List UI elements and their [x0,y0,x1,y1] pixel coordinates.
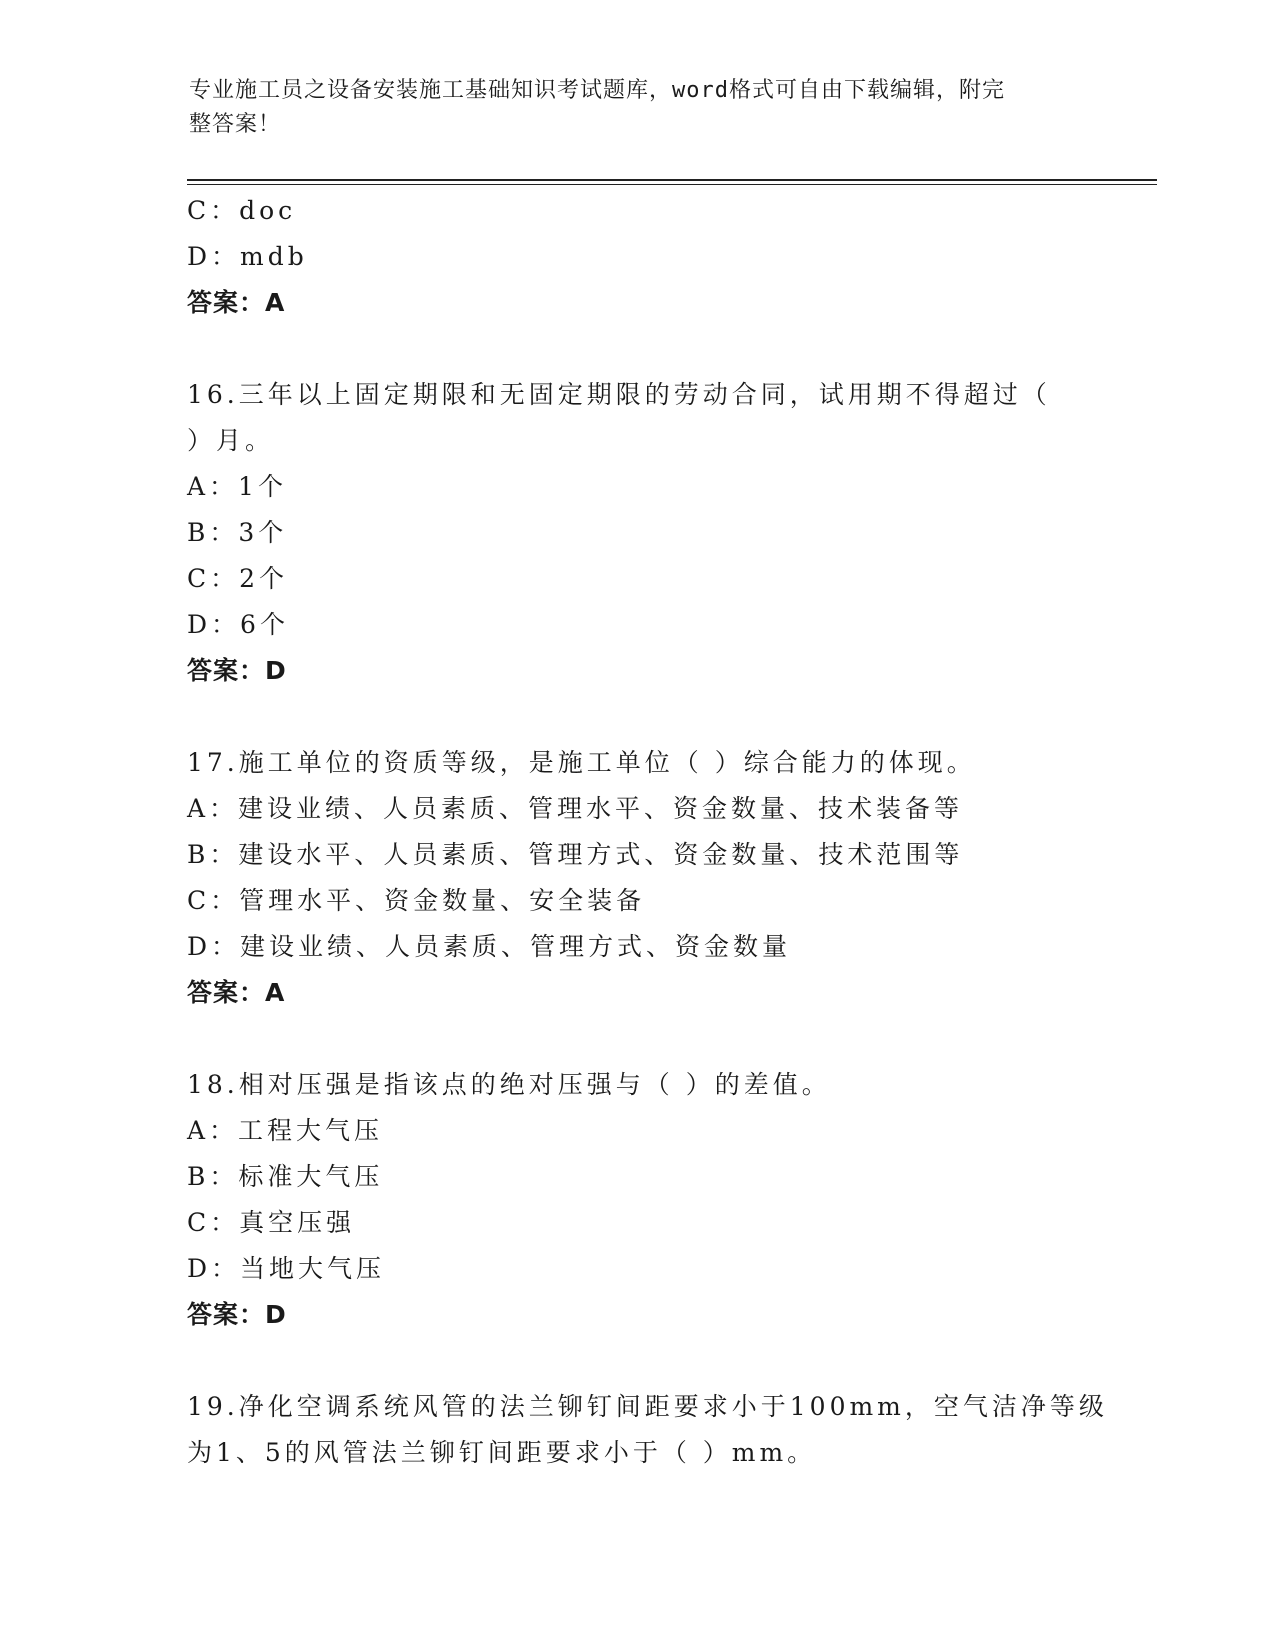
q17-stem: 17.施工单位的资质等级，是施工单位（ ）综合能力的体现。 [187,748,976,777]
q17-option-a: A：建设业绩、人员素质、管理水平、资金数量、技术装备等 [187,794,964,823]
spacer [187,694,1087,740]
question-list [187,188,1108,1476]
q15-option-c: C：doc [187,196,297,225]
q16-option-b: B：3个 [187,518,288,547]
q16-stem-line1: 16.三年以上固定期限和无固定期限的劳动合同，试用期不得超过（ [187,380,1051,409]
header-title-line1: 专业施工员之设备安装施工基础知识考试题库，word格式可自由下载编辑，附完 [189,78,1005,103]
q15-option-d: D：mdb [187,242,308,271]
header-divider-thick [187,179,1157,181]
question-19 [187,1384,1108,1476]
q18-option-d: D：当地大气压 [187,1254,386,1283]
q18-option-a: A：工程大气压 [187,1116,384,1145]
q19-stem-line2: 为1、5的风管法兰铆钉间距要求小于（ ）mm。 [187,1438,817,1467]
q17-option-b: B：建设水平、人员素质、管理方式、资金数量、技术范围等 [187,840,964,869]
q18-stem: 18.相对压强是指该点的绝对压强与（ ）的差值。 [187,1070,831,1099]
q16-answer: 答案：D [187,656,287,685]
q16-option-a: A：1个 [187,472,287,501]
document-header [189,74,1069,142]
q17-option-d: D：建设业绩、人员素质、管理方式、资金数量 [187,932,792,961]
q16-stem-line2: ）月。 [187,426,275,455]
question-18 [187,1062,1087,1338]
q16-option-c: C：2个 [187,564,289,593]
spacer [187,1338,1087,1384]
header-divider-thin [187,184,1157,185]
q16-option-d: D：6个 [187,610,289,639]
q18-option-c: C：真空压强 [187,1208,356,1237]
spacer [187,326,1087,372]
q19-stem-line1: 19.净化空调系统风管的法兰铆钉间距要求小于100mm，空气洁净等级 [187,1392,1108,1421]
header-title-line2: 整答案！ [189,112,282,137]
spacer [187,1016,1087,1062]
q15-answer: 答案：A [187,288,286,317]
question-16 [187,372,1087,694]
question-15-tail [187,188,1087,326]
question-17 [187,740,1087,1016]
q17-option-c: C：管理水平、资金数量、安全装备 [187,886,646,915]
q17-answer: 答案：A [187,978,286,1007]
q18-answer: 答案：D [187,1300,287,1329]
q18-option-b: B：标准大气压 [187,1162,384,1191]
